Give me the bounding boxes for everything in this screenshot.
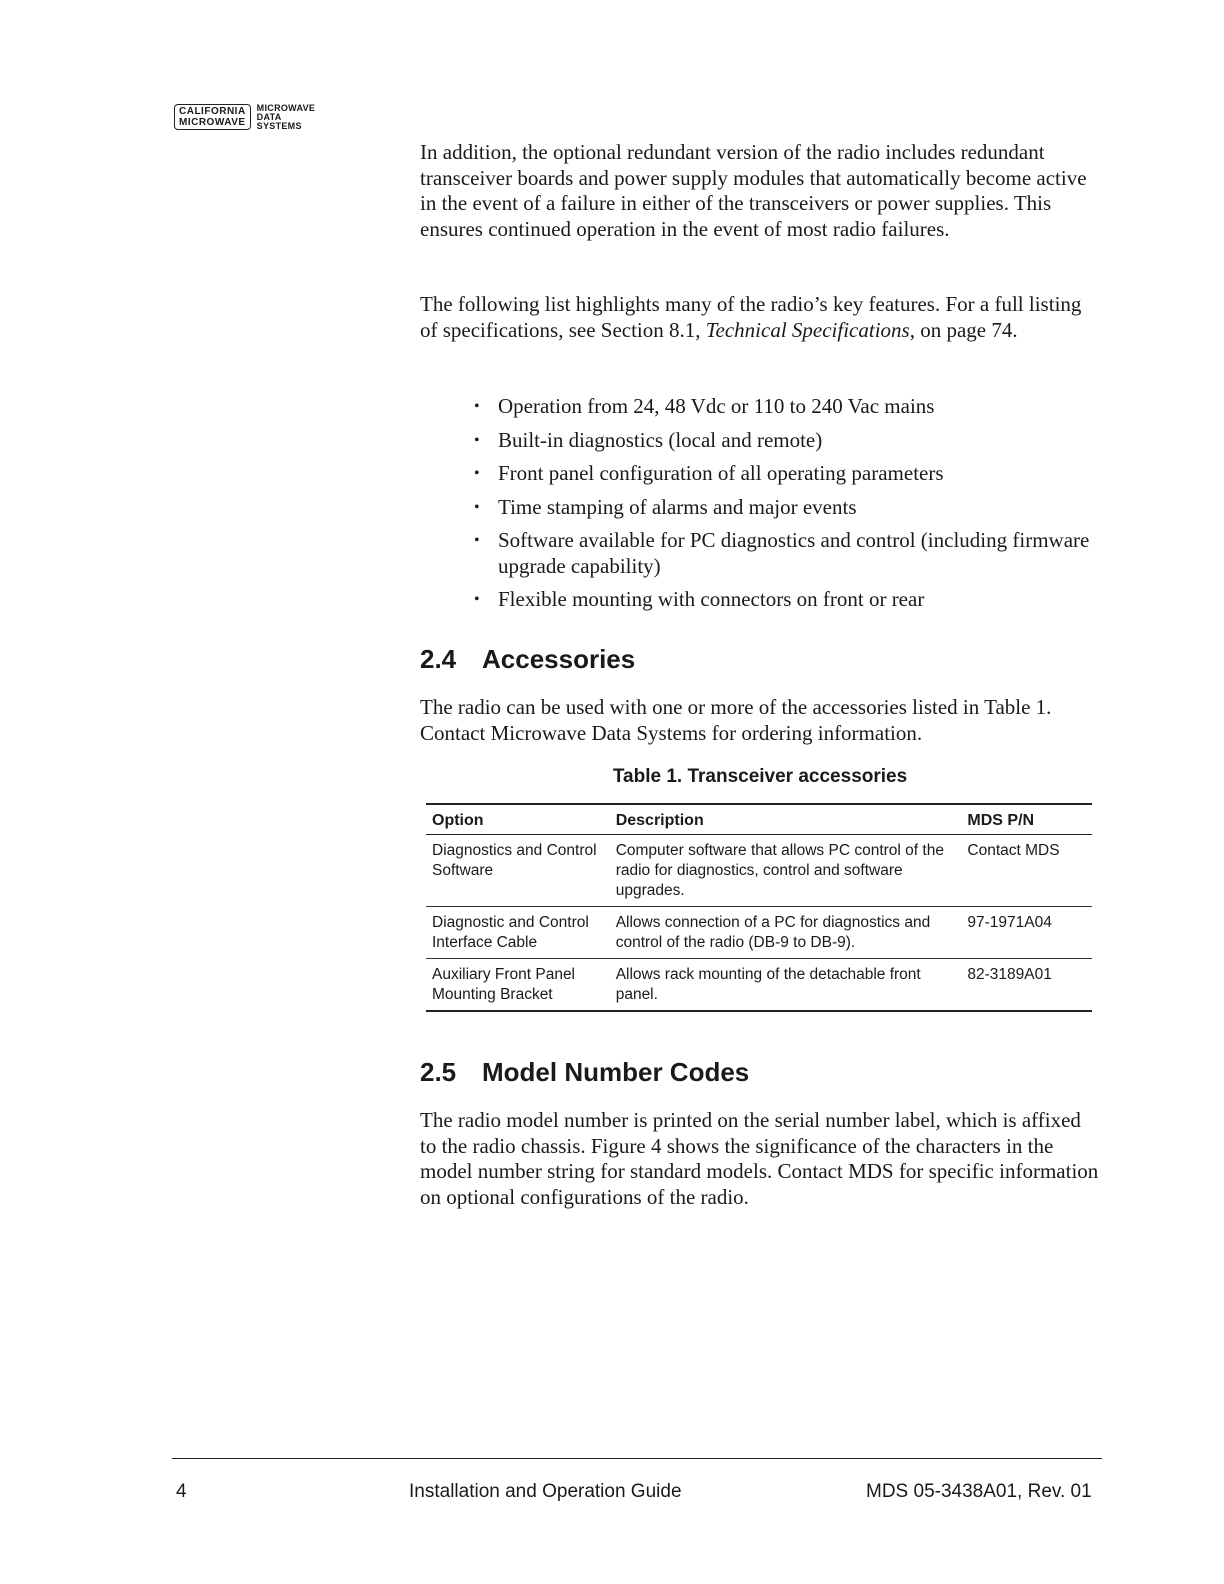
table-cell-description: Allows rack mounting of the detachable front panel. [610, 959, 962, 1012]
table-cell-option: Auxiliary Front Panel Mounting Bracket [426, 959, 610, 1012]
table-row [426, 907, 1092, 959]
list-item: • Software available for PC diagnostics and control (including firmware upgrade capability) [474, 528, 1094, 579]
table-cell-option: Diagnostics and Control Software [426, 835, 610, 907]
model-number-paragraph: The radio model number is printed on the serial number label, which is affixed to the radio chassis. Figure 4 shows the significance of the characters in the model number string for standard models. Contact MDS for specific information on optional configurations of the radio. [420, 1108, 1099, 1209]
company-logo [174, 104, 315, 131]
features-intro-paragraph [420, 292, 1100, 343]
list-item: • Flexible mounting with connectors on front or rear [474, 587, 1094, 613]
accessories-table [426, 803, 1092, 1012]
table-caption: Table 1. Transceiver accessories [612, 766, 908, 787]
list-item: • Front panel configuration of all operating parameters [474, 461, 1094, 487]
table-cell-description: Computer software that allows PC control of the radio for diagnostics, control and software upgrades. [610, 835, 962, 907]
logo-box-line1: CALIFORNIA [179, 106, 246, 117]
column-header-option: Option [426, 804, 610, 835]
list-item: • Operation from 24, 48 Vdc or 110 to 240 Vac mains [474, 394, 1094, 420]
column-header-part-number: MDS P/N [961, 804, 1092, 835]
table-cell-part-number: 82-3189A01 [961, 959, 1092, 1012]
footer-document-number: MDS 05-3438A01, Rev. 01 [866, 1481, 1092, 1502]
section-number: 2.5 [420, 1057, 457, 1087]
accessories-paragraph: The radio can be used with one or more of the accessories listed in Table 1. Contact Microwave Data Systems for ordering information. [420, 695, 1052, 745]
logo-box [174, 104, 251, 130]
logo-side-text [257, 104, 316, 131]
logo-side-line3: SYSTEMS [256, 121, 302, 131]
footer-document-title: Installation and Operation Guide [409, 1481, 682, 1502]
table-row [426, 959, 1092, 1012]
logo-box-line2: MICROWAVE [179, 117, 246, 128]
table-cell-part-number: Contact MDS [961, 835, 1092, 907]
section-number: 2.4 [420, 644, 457, 674]
features-list [474, 394, 1094, 621]
logo-side-line2: DATA [256, 112, 282, 122]
section-heading-accessories [420, 644, 635, 675]
table-cell-part-number: 97-1971A04 [961, 907, 1092, 959]
footer-page-number: 4 [176, 1481, 187, 1502]
features-intro-text: The following list highlights many of the radio’s key features. For a full listing of specifications, see Section 8.1, [420, 292, 1082, 342]
spec-section-reference: Technical Specifications [705, 317, 910, 342]
table-row [426, 835, 1092, 907]
list-item: • Time stamping of alarms and major events [474, 495, 1094, 521]
section-title: Model Number Codes [482, 1057, 750, 1087]
logo-side-line1: MICROWAVE [256, 103, 316, 113]
section-title: Accessories [482, 644, 636, 674]
list-item: • Built-in diagnostics (local and remote) [474, 428, 1094, 454]
table-cell-description: Allows connection of a PC for diagnostics and control of the radio (DB-9 to DB-9). [610, 907, 962, 959]
intro-paragraph: In addition, the optional redundant version of the radio includes redundant transceiver boards and power supply modules that automatically become active in the event of a failure in either of the transceivers or power supplies. This ensures continued operation in the event of most radio failures. [420, 140, 1087, 241]
column-header-description: Description [610, 804, 962, 835]
footer-divider [172, 1458, 1102, 1459]
section-heading-model-number-codes [420, 1057, 749, 1088]
table-header-row [426, 804, 1092, 835]
table-cell-option: Diagnostic and Control Interface Cable [426, 907, 610, 959]
features-intro-text-end: , on page 74. [909, 317, 1018, 342]
